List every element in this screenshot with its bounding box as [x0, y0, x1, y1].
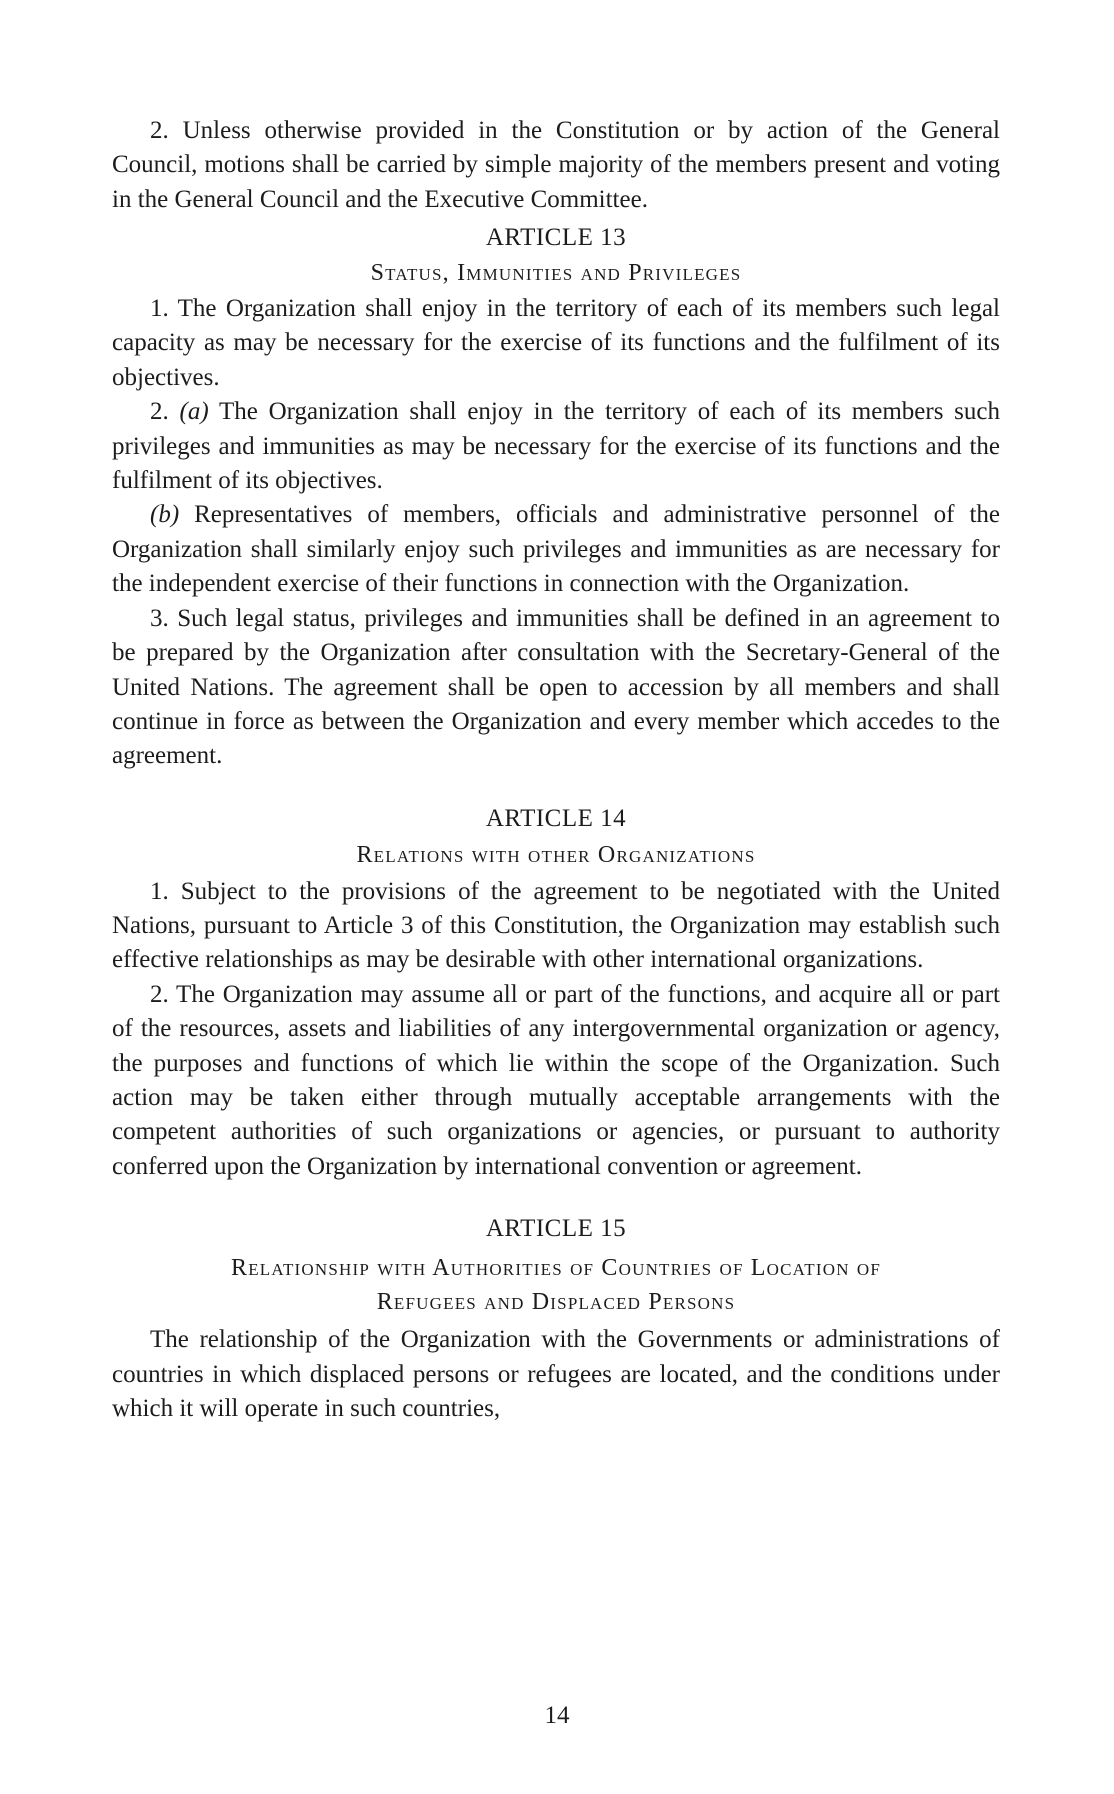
article14-paragraph-1: 1. Subject to the provisions of the agreement to be negotiated with the United Nations, pursuant to Article 3 of this Constitution, the Organization may establish such effective relationships as may be desirable with other international organizations. [112, 877, 1000, 974]
article13-paragraph-2a [112, 395, 1000, 498]
article13-paragraph-2a-number: 2. [150, 398, 180, 426]
document-page [112, 114, 1000, 1427]
article15-paragraph-1: The relationship of the Organization with the Governments or administrations of countries in which displaced persons or refugees are located, and the conditions under which it will operate in such countries, [112, 1326, 1000, 1423]
article15-title: ARTICLE 15 [485, 1215, 627, 1243]
article14-paragraph-2: 2. The Organization may assume all or part of the functions, and acquire all or part of the resources, assets and liabilities of any intergovernmental organization or agency, the purposes and functions of which lie within the scope of the Organization. Such action may be taken either through mutually acceptable arrangements with the competent authorities of such organizations or agencies, or pursuant to authority conferred upon the Organization by international convention or agreement. [112, 980, 1000, 1180]
article13-title: ARTICLE 13 [485, 224, 627, 252]
article15-subtitle-line-2: Refugees and Displaced Persons [376, 1289, 736, 1315]
article14-title: ARTICLE 14 [485, 804, 627, 832]
article12-paragraph-2: 2. Unless otherwise provided in the Constitution or by action of the General Council, motions shall be carried by simple majority of the members present and voting in the General Council and the Executive Committee. [112, 117, 1000, 213]
article15-subtitle [112, 1251, 1000, 1320]
article13-paragraph-1: 1. The Organization shall enjoy in the territory of each of its members such legal capacity as may be necessary for the exercise of its functions and the fulfilment of its objectives. [112, 295, 1000, 391]
article13-paragraph-2a-letter: (a) [179, 398, 209, 426]
article13-paragraph-2b-text: Representatives of members, officials and administrative personnel of the Organization shall similarly enjoy such privileges and immunities as are necessary for the independent exercise of their functions in connection with the Organization. [112, 501, 1000, 598]
article13-subtitle: Status, Immunities and Privileges [370, 259, 742, 286]
article13-paragraph-2a-text: The Organization shall enjoy in the territory of each of its members such privileges and immunities as may be necessary for the exercise of its functions and the fulfilment of its objectives. [112, 398, 1000, 495]
article15-subtitle-line-1: Relationship with Authorities of Countries of Location of [230, 1254, 881, 1281]
article13-paragraph-2b-letter: (b) [150, 501, 180, 529]
article13-paragraph-2b [112, 498, 1000, 601]
page-number: 14 [544, 1702, 570, 1729]
article13-paragraph-3: 3. Such legal status, privileges and immunities shall be defined in an agreement to be prepared by the Organization after consultation with the Secretary-General of the United Nations. The agreement shall be open to accession by all members and shall continue in force as between the Organization and every member which accedes to the agreement. [112, 604, 1000, 770]
article14-subtitle: Relations with other Organizations [356, 842, 756, 869]
